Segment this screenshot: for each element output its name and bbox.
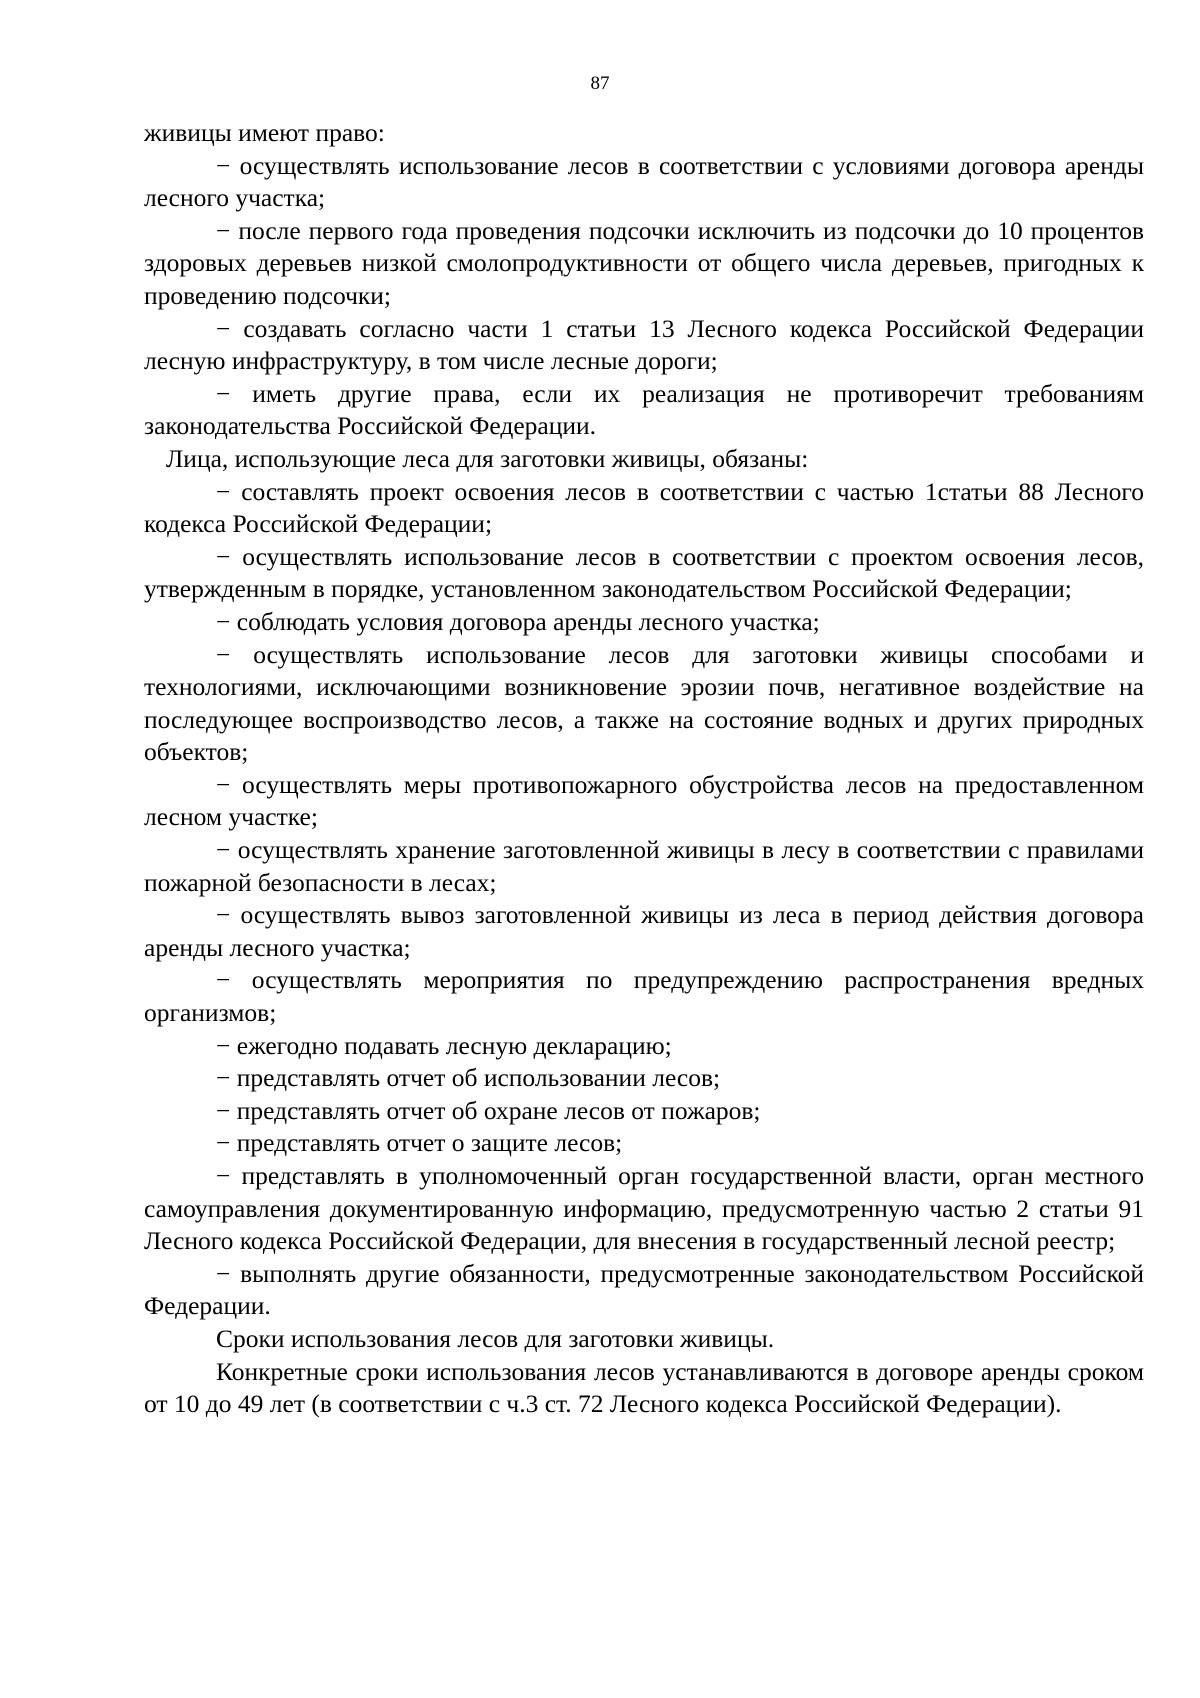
paragraph: Конкретные сроки использования лесов устанавливаются в договоре аренды сроком от 10 до 49 лет (в соответствии с ч.3 ст. 72 Лесного кодекса Российской Федерации). <box>144 1356 1144 1419</box>
paragraph: − после первого года проведения подсочки исключить из подсочки до 10 процентов здоровых деревьев низкой смолопродуктивности от общего числа деревьев, пригодных к проведению подсочки; <box>144 215 1144 310</box>
paragraph: Сроки использования лесов для заготовки живицы. <box>216 1323 775 1353</box>
paragraph: − осуществлять использование лесов в соответствии с проектом освоения лесов, утвержденным в порядке, установленном законодательством Российской Федерации; <box>144 541 1144 604</box>
paragraph: − иметь другие права, если их реализация не противоречит требованиям законодательства Российской Федерации. <box>144 378 1144 441</box>
paragraph: − осуществлять использование лесов для заготовки живицы способами и технологиями, исключающими возникновение эрозии почв, негативное воздействие на последующее воспроизводство лесов, а также на состояние водных и других природных объектов; <box>144 639 1144 767</box>
page-number: 87 <box>590 73 610 94</box>
paragraph: − представлять отчет об охране лесов от пожаров; <box>216 1095 761 1125</box>
paragraph: живицы имеют право: <box>144 118 385 147</box>
paragraph: − создавать согласно части 1 статьи 13 Лесного кодекса Российской Федерации лесную инфраструктуру, в том числе лесные дороги; <box>144 313 1144 376</box>
paragraph: − выполнять другие обязанности, предусмотренные законодательством Российской Федерации. <box>144 1258 1144 1321</box>
paragraph: − составлять проект освоения лесов в соответствии с частью 1статьи 88 Лесного кодекса Российской Федерации; <box>144 476 1144 539</box>
paragraph: − осуществлять хранение заготовленной живицы в лесу в соответствии с правилами пожарной безопасности в лесах; <box>144 835 1144 897</box>
paragraph: − представлять отчет об использовании лесов; <box>216 1063 721 1093</box>
paragraph: − представлять в уполномоченный орган государственной власти, орган местного самоуправления документированную информацию, предусмотренную частью 2 статьи 91 Лесного кодекса Российской Федерации, для внесения в государственный лесной реестр; <box>144 1161 1144 1256</box>
document-body <box>144 117 1144 1421</box>
paragraph: − осуществлять мероприятия по предупреждению распространения вредных организмов; <box>144 965 1144 1028</box>
paragraph: − ежегодно подавать лесную декларацию; <box>216 1030 672 1060</box>
paragraph: Лица, использующие леса для заготовки живицы, обязаны: <box>166 443 809 473</box>
paragraph: − осуществлять использование лесов в соответствии с условиями договора аренды лесного участка; <box>144 150 1144 213</box>
paragraph: − представлять отчет о защите лесов; <box>216 1128 623 1158</box>
paragraph: − соблюдать условия договора аренды лесного участка; <box>216 606 820 636</box>
paragraph: − осуществлять меры противопожарного обустройства лесов на предоставленном лесном участке; <box>144 769 1144 832</box>
paragraph: − осуществлять вывоз заготовленной живицы из леса в период действия договора аренды лесного участка; <box>144 900 1144 962</box>
